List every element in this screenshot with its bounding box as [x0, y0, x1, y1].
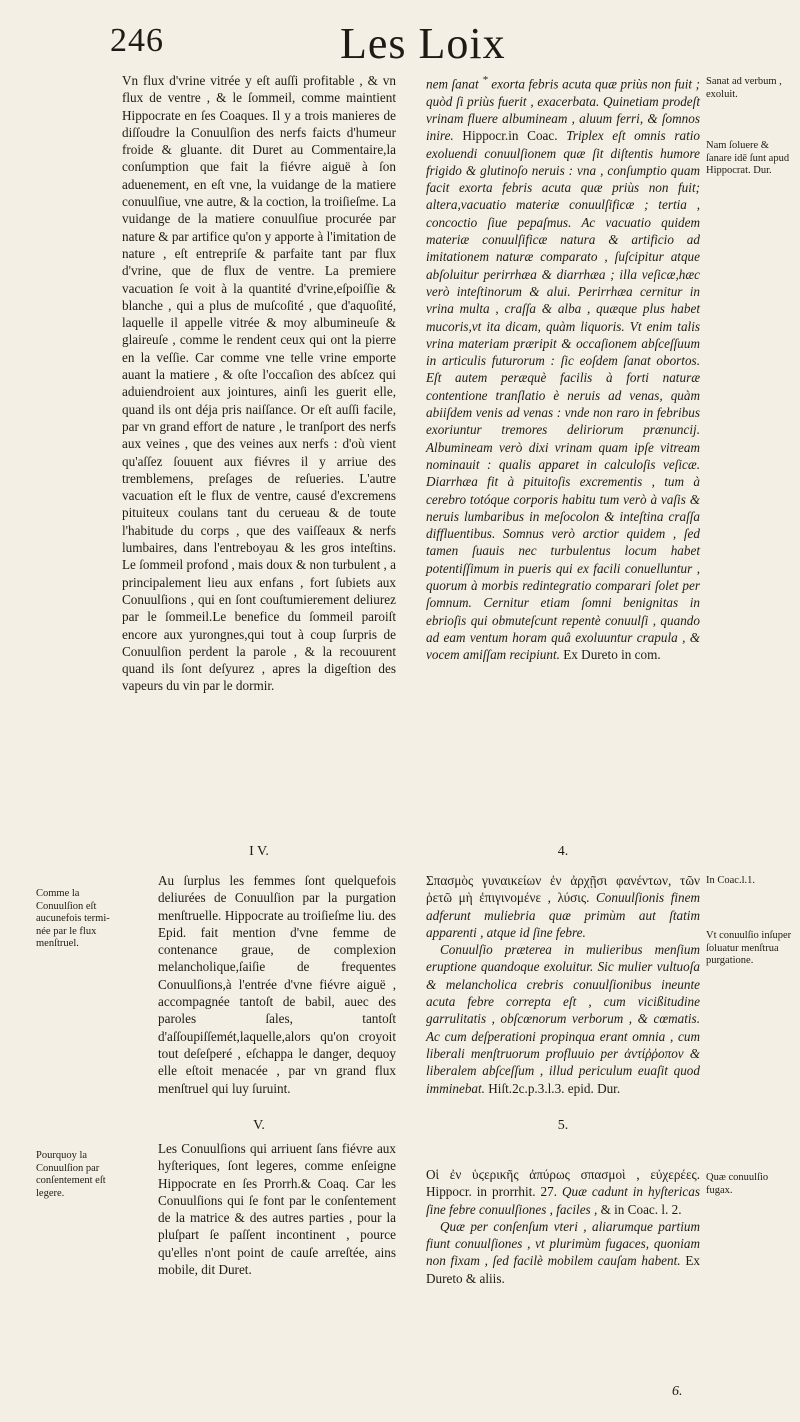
- french-column-v: [158, 1140, 396, 1278]
- latin-paragraph-5a: [426, 1166, 700, 1218]
- latin-source: Ex Dureto in com.: [563, 647, 661, 663]
- latin-paragraph-main: [426, 72, 700, 663]
- margin-note-menstruel: Comme la Conuulſion eſt aucunefois termi-née par le flux menſtruel.: [36, 888, 110, 949]
- margin-cite-coac: In Coac.l.1.: [706, 875, 755, 886]
- french-paragraph-main: Vn flux d'vrine vitrée y eſt auſſi profitable , & vn flux de ventre , & le ſommeil, comme maintient Hippocrate en ſes Coaques. Il y a trois manieres de diſſoudre la Conuulſion des nerfs faicts d'humeur froide & gluante. dit Duret au Commentaire,la conſumption que fait la fiévre aiguë à ſon aduenement, en eſt vne, la vuidange de la matiere conuulſiue, vne autre, & la coction, la troiſieſme. La vuidange de la matiere conuulſiue procurée par nature & par artifice qu'on y apporte à l'imitation de nature , eſt entrepriſe & parfaite tant par flux d'vrine, que de flux de ventre. La premiere vacuation ſe voit à la quantité d'vrine,eſpoiſſie & blanche , qui a plus de muſcoſité , que d'aquoſité, laquelle il appelle vitrée & moy albumineuſe & glaireuſe , comme le rendent ceux qui ont la pierre en la veſſie. Car comme vne telle vrine emporte auant la matiere , & oſte l'occaſion des abſcez qui aduiendroient aux jointures, ainſi les guerit elle, quand ils ont déja pris naiſſance. Or eſt auſſi facile, par vn grand effort de nature , le tranſport des nerfs aux veines , que des veines aux nerfs : d'où vient qu'aſſez ſouuent aux fiévres il y arriue des tremblemens, preſages de reſueries. L'autre vacuation eſt le flux de ventre, causé d'excremens pituiteux coulans tant du cerueau & de toute l'habitude du corps , que des vaiſſeaux & nerfs lumbaires, dans l'entreboyau & les gros inteſtins. Le ſommeil profond , mais doux & non turbulent , a principalement lieu aux enfans , fort ſubiets aux Conuulſions , qui en ſont couſtumierement deliurez par le ſommeil.Le benefice du ſommeil paroiſt encore aux yurongnes,qui tout à coup ſurpris de Conuulſion perdent la parole , & la recouurent quand ils ſont deſyurez , apres la digeſtion des vapeurs du vin par le dormir.: [122, 73, 396, 694]
- latin-cite-5: Hippocr. in prorrhit. 27.: [426, 1184, 558, 1200]
- margin-note-consentement: Pourquoy la Conuulſion par conſentement eſt legere.: [36, 1150, 106, 1199]
- footnote-star: *: [482, 74, 488, 86]
- margin-note-fugax: Quæ conuulſio fugax.: [706, 1172, 769, 1196]
- latin-commentary-4: Conuulſio præterea in mulieribus menſium eruptione quandoque exoluitur. Sic mulier vultuoſa & melancholica crebris conuulſionibus ineunte acuta febre correpta eſt , cum vicißitudine garrulitatis , obſcœnorum verborum , & cœmatis. Ac cum deſperationi propinqua erant omnia , cum liberali menſtruorum profluuio per ἀντίῤῥοπον & liberalem abſceſſum , illud periculum euaſit quod imminebat.: [426, 942, 700, 1096]
- latin-commentary-4-para: [426, 941, 700, 1097]
- margin-note-sanat: Sanat ad verbum , exoluit.: [706, 76, 782, 100]
- page-number: 246: [110, 22, 164, 59]
- section-heading-v: V.: [253, 1118, 265, 1133]
- running-title: Les Loix: [340, 19, 506, 68]
- french-column-main: [122, 72, 396, 695]
- latin-column-5: [426, 1166, 700, 1287]
- latin-translation-4: Conuulſionis finem adferunt muliebria quæ primùm aut ſtatim apparenti , atque id ſine febre.: [426, 890, 701, 940]
- latin-cite-5b: & in Coac. l. 2.: [600, 1201, 682, 1217]
- greek-quote-5: Οἱ ἐν ὑϛερικῆς ἀπύρως σπασμοὶ , εὐχερέες.: [426, 1167, 700, 1182]
- running-header: [110, 19, 710, 72]
- section-heading-5: 5.: [557, 1118, 569, 1133]
- latin-source-5: Ex Dureto & aliis.: [426, 1253, 700, 1286]
- french-paragraph-iv: Au ſurplus les femmes ſont quelquefois deliurées de Conuulſion par la purgation menſtruelle. Hippocrate au troiſieſme liu. des Epid. fait mention d'vne femme de contenance graue, de complexion melancholique,ſaiſie de frequentes Conuulſions,à l'entrée d'vne fiévre aiguë , accompagnée tantoſt de babil, auec des paroles ſales, tantoſt d'aſſoupiſſemét,laquelle,alors qu'on croyoit tout deſeſperé , eſchappa le danger, dequoy elle eſtoit menacée , par vn grand flux menſtruel qui luy ſuruint.: [158, 873, 396, 1096]
- latin-column-4: [426, 872, 700, 1097]
- section-heading-iv: I V.: [249, 844, 269, 859]
- latin-translation-5: Quæ cadunt in hyſtericas ſine febre conuulſiones , faciles ,: [426, 1184, 701, 1217]
- french-column-iv: [158, 872, 396, 1097]
- latin-commentary: Triplex eſt omnis ratio exoluendi conuulſionem quæ ſit diſtentis humore frigido & glutinoſo neruis : vna , conſumptio quam facit exorta febris acuta quæ priùs non fuit; altera,vacuatio materiæ conuulſificæ ; tertia , concoctio ſiue pepaſmus. Ac vacuatio quidem materiæ conuulſificæ natura & artificio ad imitationem naturæ comparato , ſuſcipitur atque abſoluitur perirrhæa & diarrhæa ; illa veſicæ,hæc verò inteſtinorum & alui. Perirrhæa cernitur in vrina multa , craſſa & alba , quæque plus habet mucoris,vt ita dicam, quàm liquoris. Vt enim talis vrina materiam præripit & occaſionem abſceſſuum in articulis futurorum : ſic eoſdem ſanat obortos. Eſt autem peræquè facilis à forti naturæ contentione tranſlatio è neruis ad venas, quàm abiiſdem venis ad venas : vnde non raro in febribus exoriuntur tremores deliriorum prænuncij. Albumineam verò dixi vrinam quam ipſe vitream nominauit : qualis apparet in calculoſis veſicæ. Diarrhæa fit à pituitoſis excrementis , tum à cerebro totóque corporis habitu tum verò à vaſis & neruis lumbaribus in meſocolon & inteſtina craſſa diffluentibus. Somnus verò arctior quidem , ſed tamen ſuauis nec turbulentus locum habet potentiſſimum in pueris qui ex facili conuelluntur , quorum à morbis redintegratio comparari ſolet per ſomnum. Cernitur etiam ſomni benignitas in ebrioſis qui obmuteſcunt repentè conuulſi , quando ad eam ventum horam quâ exoluuntur crapula , & vocem amiſſam recipiunt.: [426, 128, 701, 663]
- margin-note-purgatione: Vt conuulſio inſuper ſoluatur menſtrua purgatione.: [706, 930, 792, 966]
- catchword: 6.: [672, 1384, 683, 1399]
- latin-paragraph-4: [426, 872, 700, 941]
- latin-source-4: Hiſt.2c.p.3.l.3. epid. Dur.: [488, 1080, 621, 1096]
- section-heading-4: 4.: [557, 844, 569, 859]
- latin-column-main: [426, 72, 700, 663]
- french-paragraph-v: Les Conuulſions qui arriuent ſans fiévre aux hyſteriques, ſont legeres, comme enſeigne Hippocrate en ſes Prorrh.& Coaq. Car les Conuulſions qui ſe font par le conſentement de la matrice & des autres parties , pour la pluſpart ſe paſſent incontinent , pource qu'elles n'ont point de cauſe arreſtée, ains mobile, dit Duret.: [158, 1141, 396, 1278]
- latin-quote: exorta febris acuta quæ priùs non fuit ; quòd ſi priùs fuerit , exacerbata. Quinetiam prodeſt vrinam fluere albumineam , aluum ferri, & ſomnos inire.: [426, 76, 701, 144]
- latin-paragraph-5b: [426, 1218, 700, 1287]
- latin-commentary-5: Quæ per conſenſum vteri , aliarumque partium fiunt conuulſiones , vt plurimùm fugaces, quoniam non fixam , ſed facilè mobilem cauſam habent.: [426, 1218, 700, 1269]
- greek-quote-4: Σπασμὸς γυναικείων ἐν ἀρχῇσι φανέντων, τῶν ῥετῶ μὴ ἐπιγινομένε , λύσις.: [426, 873, 700, 906]
- latin-opening: nem ſanat: [426, 76, 479, 92]
- margin-note-soluere: Nam ſoluere & ſanare idē ſunt apud Hippocrat. Dur.: [706, 140, 790, 176]
- latin-citation: Hippocr.in Coac.: [462, 128, 558, 144]
